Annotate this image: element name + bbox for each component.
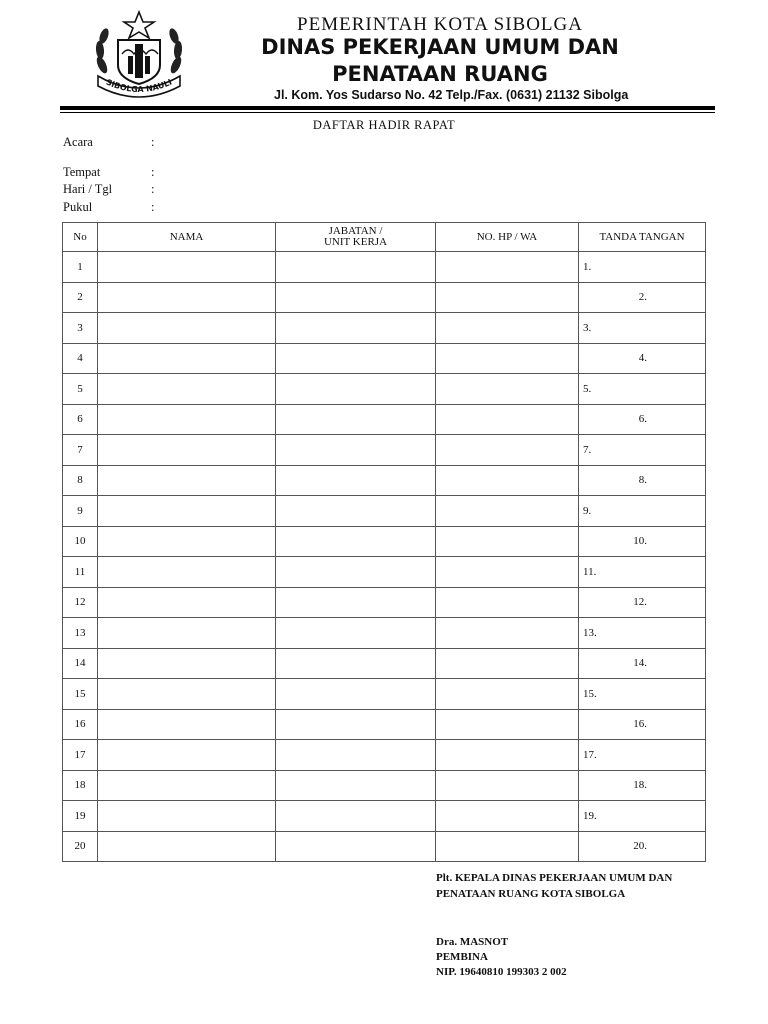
cell-hp[interactable]	[436, 404, 579, 435]
cell-no: 14	[63, 648, 98, 679]
cell-hp[interactable]	[436, 557, 579, 588]
cell-hp[interactable]	[436, 374, 579, 405]
table-row	[63, 496, 706, 527]
cell-hp[interactable]	[436, 679, 579, 710]
cell-nama[interactable]	[98, 343, 276, 374]
cell-hp[interactable]	[436, 801, 579, 832]
header-address: Jl. Kom. Yos Sudarso No. 42 Telp./Fax. (0631) 21132 Sibolga	[274, 88, 629, 102]
header-government: PEMERINTAH KOTA SIBOLGA	[297, 14, 583, 35]
cell-tanda-tangan[interactable]	[579, 404, 706, 435]
table-row	[63, 679, 706, 710]
cell-no: 15	[63, 679, 98, 710]
field-colon-pukul: :	[151, 200, 155, 214]
cell-jabatan[interactable]	[276, 557, 436, 588]
cell-jabatan[interactable]	[276, 435, 436, 466]
signature-nip: NIP. 19640810 199303 2 002	[436, 966, 567, 978]
table-row	[63, 343, 706, 374]
cell-hp[interactable]	[436, 465, 579, 496]
cell-hp[interactable]	[436, 343, 579, 374]
table-row	[63, 313, 706, 344]
cell-jabatan[interactable]	[276, 679, 436, 710]
cell-tanda-tangan[interactable]	[579, 496, 706, 527]
field-label-hari-tgl: Hari / Tgl	[63, 182, 113, 196]
cell-no: 10	[63, 526, 98, 557]
cell-nama[interactable]	[98, 313, 276, 344]
signature-number: 1.	[583, 260, 592, 273]
cell-hp[interactable]	[436, 648, 579, 679]
cell-jabatan[interactable]	[276, 801, 436, 832]
cell-tanda-tangan[interactable]	[579, 679, 706, 710]
header-department-line2: PENATAAN RUANG	[332, 62, 548, 86]
cell-tanda-tangan[interactable]	[579, 374, 706, 405]
cell-tanda-tangan[interactable]	[579, 801, 706, 832]
cell-nama[interactable]	[98, 496, 276, 527]
cell-jabatan[interactable]	[276, 648, 436, 679]
cell-nama[interactable]	[98, 618, 276, 649]
cell-nama[interactable]	[98, 252, 276, 283]
signature-number: 2.	[638, 291, 647, 304]
header-jabatan-line2: UNIT KERJA	[323, 236, 388, 248]
cell-nama[interactable]	[98, 831, 276, 862]
cell-no: 12	[63, 587, 98, 618]
cell-hp[interactable]	[436, 587, 579, 618]
table-row	[63, 648, 706, 679]
signature-number: 11.	[583, 565, 597, 578]
cell-jabatan[interactable]	[276, 252, 436, 283]
header-no: No	[63, 223, 98, 252]
cell-jabatan[interactable]	[276, 618, 436, 649]
signature-number: 16.	[633, 718, 647, 731]
cell-nama[interactable]	[98, 557, 276, 588]
cell-tanda-tangan[interactable]	[579, 740, 706, 771]
signature-number: 19.	[583, 809, 597, 822]
cell-nama[interactable]	[98, 404, 276, 435]
signature-position-line2: PENATAAN RUANG KOTA SIBOLGA	[436, 888, 626, 900]
cell-hp[interactable]	[436, 282, 579, 313]
signature-number: 3.	[583, 321, 592, 334]
table-row	[63, 465, 706, 496]
cell-jabatan[interactable]	[276, 465, 436, 496]
table-row	[63, 831, 706, 862]
cell-hp[interactable]	[436, 526, 579, 557]
cell-no: 7	[63, 435, 98, 466]
header-jabatan-line1: JABATAN /	[328, 225, 383, 237]
cell-no: 9	[63, 496, 98, 527]
header-hp: NO. HP / WA	[436, 223, 579, 252]
cell-nama[interactable]	[98, 374, 276, 405]
signature-number: 4.	[638, 352, 647, 365]
cell-nama[interactable]	[98, 465, 276, 496]
header-rule-thin	[60, 112, 715, 113]
cell-no: 11	[63, 557, 98, 588]
signature-number: 17.	[583, 748, 597, 761]
cell-nama[interactable]	[98, 526, 276, 557]
signature-number: 7.	[583, 443, 592, 456]
cell-jabatan[interactable]	[276, 526, 436, 557]
cell-jabatan[interactable]	[276, 496, 436, 527]
cell-nama[interactable]	[98, 282, 276, 313]
cell-no: 6	[63, 404, 98, 435]
signature-number: 14.	[633, 657, 647, 670]
table-row	[63, 618, 706, 649]
cell-hp[interactable]	[436, 709, 579, 740]
header-rule-thick	[60, 106, 715, 110]
cell-tanda-tangan[interactable]	[579, 526, 706, 557]
table-row	[63, 557, 706, 588]
signature-number: 18.	[633, 779, 647, 792]
cell-hp[interactable]	[436, 831, 579, 862]
cell-tanda-tangan[interactable]	[579, 465, 706, 496]
cell-no: 20	[63, 831, 98, 862]
cell-jabatan[interactable]	[276, 374, 436, 405]
field-colon-tempat: :	[151, 165, 155, 179]
cell-no: 4	[63, 343, 98, 374]
field-colon-hari-tgl: :	[151, 182, 155, 196]
table-row	[63, 801, 706, 832]
cell-tanda-tangan[interactable]	[579, 587, 706, 618]
cell-no: 16	[63, 709, 98, 740]
attendance-table	[62, 222, 706, 862]
cell-jabatan[interactable]	[276, 404, 436, 435]
cell-hp[interactable]	[436, 313, 579, 344]
table-row	[63, 587, 706, 618]
cell-jabatan[interactable]	[276, 740, 436, 771]
signature-number: 20.	[633, 840, 647, 853]
cell-no: 2	[63, 282, 98, 313]
table-row	[63, 526, 706, 557]
cell-jabatan[interactable]	[276, 831, 436, 862]
table-row	[63, 435, 706, 466]
cell-jabatan[interactable]	[276, 770, 436, 801]
cell-hp[interactable]	[436, 252, 579, 283]
document-title: DAFTAR HADIR RAPAT	[312, 118, 456, 132]
signature-rank: PEMBINA	[436, 951, 488, 963]
cell-tanda-tangan[interactable]	[579, 557, 706, 588]
cell-tanda-tangan[interactable]	[579, 343, 706, 374]
signature-number: 15.	[583, 687, 597, 700]
field-label-acara: Acara	[63, 135, 93, 149]
cell-tanda-tangan[interactable]	[579, 648, 706, 679]
field-colon-acara: :	[151, 135, 155, 149]
cell-tanda-tangan[interactable]	[579, 618, 706, 649]
cell-tanda-tangan[interactable]	[579, 313, 706, 344]
signature-number: 5.	[583, 382, 592, 395]
signature-number: 12.	[633, 596, 647, 609]
table-row	[63, 770, 706, 801]
cell-no: 1	[63, 252, 98, 283]
cell-hp[interactable]	[436, 496, 579, 527]
header-jabatan	[276, 223, 436, 252]
signature-position-line1: Plt. KEPALA DINAS PEKERJAAN UMUM DAN	[436, 872, 673, 884]
table-row	[63, 374, 706, 405]
cell-no: 18	[63, 770, 98, 801]
field-label-tempat: Tempat	[63, 165, 101, 179]
cell-nama[interactable]	[98, 679, 276, 710]
table-header-row	[63, 223, 706, 252]
cell-no: 19	[63, 801, 98, 832]
cell-jabatan[interactable]	[276, 587, 436, 618]
field-label-pukul: Pukul	[63, 200, 93, 214]
cell-jabatan[interactable]	[276, 282, 436, 313]
signature-number: 6.	[638, 413, 647, 426]
table-row	[63, 252, 706, 283]
cell-hp[interactable]	[436, 435, 579, 466]
cell-hp[interactable]	[436, 770, 579, 801]
cell-nama[interactable]	[98, 648, 276, 679]
cell-nama[interactable]	[98, 587, 276, 618]
cell-no: 3	[63, 313, 98, 344]
cell-tanda-tangan[interactable]	[579, 435, 706, 466]
city-emblem-logo	[88, 10, 190, 102]
cell-no: 5	[63, 374, 98, 405]
cell-nama[interactable]	[98, 770, 276, 801]
cell-no: 17	[63, 740, 98, 771]
cell-nama[interactable]	[98, 435, 276, 466]
table-row	[63, 404, 706, 435]
cell-tanda-tangan[interactable]	[579, 282, 706, 313]
table-row	[63, 740, 706, 771]
header-tanda-tangan: TANDA TANGAN	[579, 223, 706, 252]
signature-number: 9.	[583, 504, 592, 517]
cell-hp[interactable]	[436, 618, 579, 649]
cell-jabatan[interactable]	[276, 313, 436, 344]
table-row	[63, 282, 706, 313]
cell-no: 8	[63, 465, 98, 496]
cell-tanda-tangan[interactable]	[579, 709, 706, 740]
table-row	[63, 709, 706, 740]
signature-number: 10.	[633, 535, 647, 548]
cell-jabatan[interactable]	[276, 343, 436, 374]
header-nama: NAMA	[98, 223, 276, 252]
cell-nama[interactable]	[98, 709, 276, 740]
cell-hp[interactable]	[436, 740, 579, 771]
logo-ribbon-text: SIBOLGA NAULI	[104, 77, 174, 95]
header-department-line1: DINAS PEKERJAAN UMUM DAN	[261, 35, 619, 59]
cell-nama[interactable]	[98, 801, 276, 832]
signature-number: 8.	[638, 474, 647, 487]
signature-number: 13.	[583, 626, 597, 639]
cell-no: 13	[63, 618, 98, 649]
cell-tanda-tangan[interactable]	[579, 831, 706, 862]
signature-name: Dra. MASNOT	[436, 936, 509, 948]
cell-nama[interactable]	[98, 740, 276, 771]
cell-tanda-tangan[interactable]	[579, 252, 706, 283]
cell-jabatan[interactable]	[276, 709, 436, 740]
cell-tanda-tangan[interactable]	[579, 770, 706, 801]
